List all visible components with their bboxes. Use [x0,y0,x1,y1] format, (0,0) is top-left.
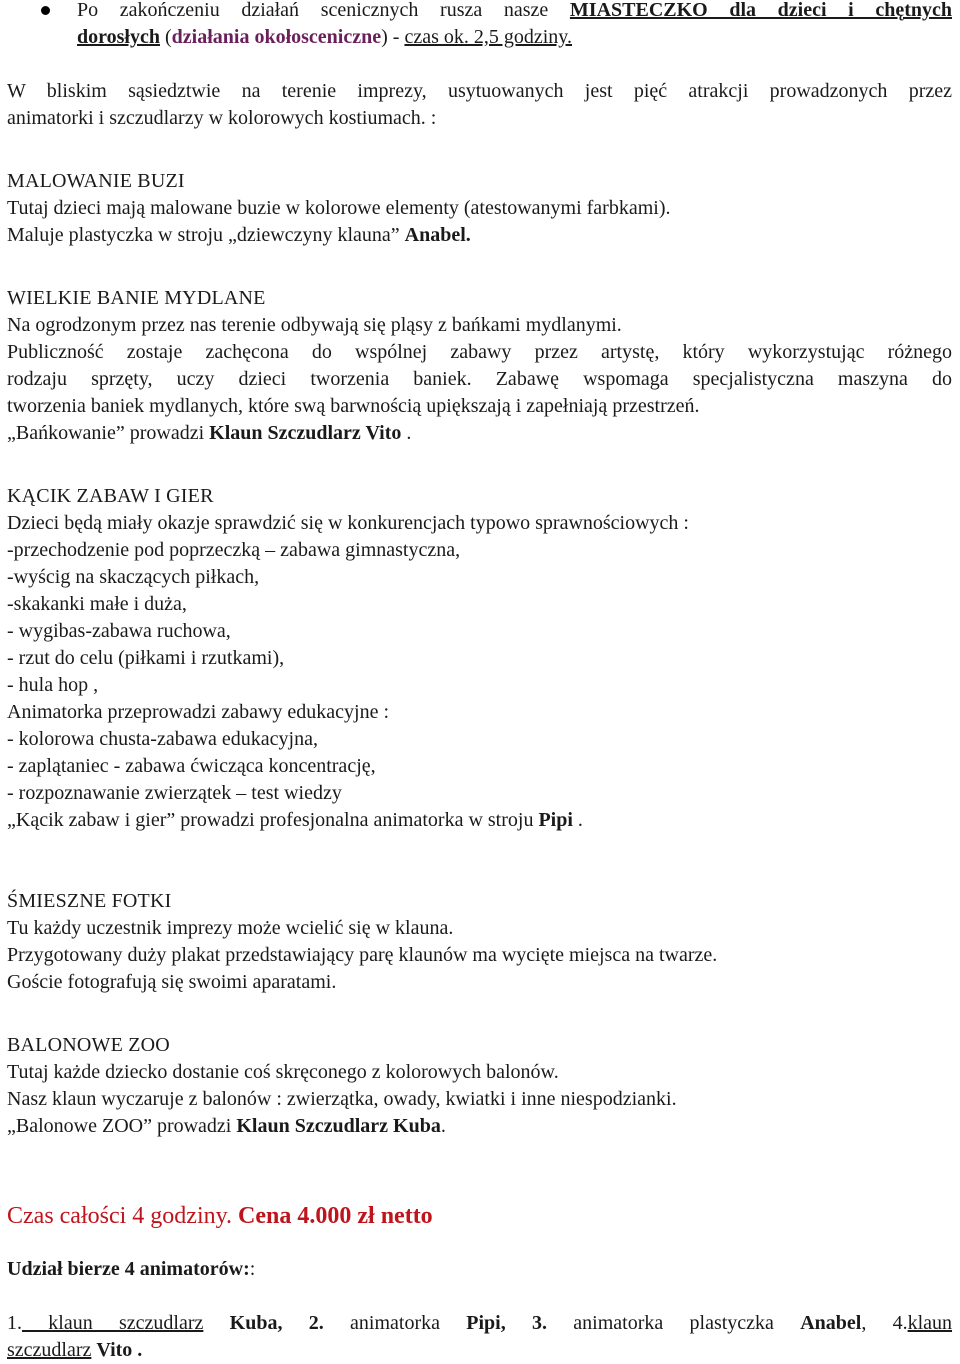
s5-line-3 [7,1113,952,1140]
intro-line-2 [77,24,952,51]
s4-line-3: Goście fotografują się swoimi aparatami. [7,971,337,993]
bullet-icon [41,6,50,15]
section-title-malowanie: MALOWANIE BUZI [7,170,185,192]
list-item: - zaplątaniec - zabawa ćwicząca koncentrację, [7,755,376,777]
animatorka-plastyczka-text: animatorka plastyczka [547,1312,801,1334]
animators-colon: : [249,1258,256,1280]
animators-heading [7,1256,952,1283]
price-line [7,1200,952,1232]
okolosceniczne-text: działania okołosceniczne [171,26,382,48]
s2-dot: . [401,422,412,444]
s5-dot: . [440,1115,446,1137]
list-item: - rozpoznawanie zwierzątek – test wiedzy [7,782,342,804]
paren-close: ) - [381,26,405,48]
list-item: -skakanki małe i duża, [7,593,187,615]
animators-text: Udział bierze 4 animatorów: [7,1258,250,1280]
s4-line-2: Przygotowany duży plakat przedstawiający parę klaunów ma wycięte miejsca na twarze. [7,944,718,966]
szczudlarz-link[interactable]: szczudlarz [7,1339,92,1361]
kuba-name: Kuba, [229,1312,283,1334]
s3-text: „Kącik zabaw i gier” prowadzi profesjonalna animatorka w stroju [7,809,539,831]
list-item: - hula hop , [7,674,99,696]
czas-link[interactable]: czas ok. 2,5 godziny. [404,26,572,48]
s2-line-5 [7,420,952,447]
animatorka-text: animatorka [323,1312,467,1334]
space [203,1312,229,1334]
anabel-name: Anabel. [404,224,471,246]
lead-line-2: animatorki i szczudlarzy w kolorowych kostiumach. : [7,107,437,129]
s5-line-1: Tutaj każde dziecko dostanie coś skręconego z kolorowych balonów. [7,1061,559,1083]
s5-text: „Balonowe ZOO” prowadzi [7,1115,237,1137]
animators-list-line-2 [7,1337,952,1364]
intro-line-1 [77,0,952,24]
s2-line-4: tworzenia baniek mydlanych, które swą barwnością upiększają i zapełniają przestrzeń. [7,395,700,417]
s3-line-3 [7,807,952,834]
klaun-szczudlarz-link[interactable]: klaun szczudlarz [22,1312,204,1334]
s3-dot: . [572,809,583,831]
s2-line-2: Publiczność zostaje zachęcona do wspólnej zabawy przez artystę, który wykorzystując różnego [7,341,952,363]
vito-name: Vito . [96,1339,143,1361]
anabel-name: Anabel [800,1312,862,1334]
num-4: , 4. [861,1312,908,1334]
pipi-name: Pipi, [466,1312,506,1334]
miasteczko-link[interactable]: MIASTECZKO dla dzieci i chętnych [569,0,952,21]
document-page [7,0,952,1364]
s5-line-2: Nasz klaun wyczaruje z balonów : zwierzątka, owady, kwiatki i inne niespodzianki. [7,1088,677,1110]
num-3: 3. [505,1312,547,1334]
section-title-fotki: ŚMIESZNE FOTKI [7,890,172,912]
section-title-banie: WIELKIE BANIE MYDLANE [7,287,266,309]
s3-line-2: Animatorka przeprowadzi zabawy edukacyjne : [7,701,390,723]
s4-line-1: Tu każdy uczestnik imprezy może wcielić się w klauna. [7,917,454,939]
list-item: - wygibas-zabawa ruchowa, [7,620,231,642]
s2-text: „Bańkowanie” prowadzi [7,422,210,444]
s1-line-2 [7,222,952,249]
paren-open: ( [159,26,172,48]
s1-line-1: Tutaj dzieci mają malowane buzie w kolorowe elementy (atestowanymi farbkami). [7,197,671,219]
list-item: - kolorowa chusta-zabawa edukacyjna, [7,728,318,750]
intro-text: Po zakończeniu działań scenicznych rusza nasze [77,0,570,21]
list-item: -wyścig na skaczących piłkach, [7,566,260,588]
pipi-name: Pipi [538,809,573,831]
intro-bullet [7,0,952,51]
s2-line-1: Na ogrodzonym przez nas terenie odbywają się pląsy z bańkami mydlanymi. [7,314,622,336]
list-item: -przechodzenie pod poprzeczką – zabawa gimnastyczna, [7,539,461,561]
num-2: 2. [282,1312,324,1334]
lead-line-1: W bliskim sąsiedztwie na terenie imprezy, usytuowanych jest pięć atrakcji prowadzonych przez [7,80,952,102]
s2-line-3: rodzaju sprzęty, uczy dzieci tworzenia baniek. Zabawę wspomaga specjalistyczna maszyna do [7,368,952,390]
klaun-link[interactable]: klaun [907,1312,953,1334]
kuba-name: Klaun Szczudlarz Kuba [236,1115,441,1137]
animators-list-line-1 [7,1310,952,1337]
section-title-balonowe: BALONOWE ZOO [7,1034,170,1056]
num-1: 1. [7,1312,22,1334]
vito-name: Klaun Szczudlarz Vito [209,422,402,444]
s1-text: Maluje plastyczka w stroju „dziewczyny klauna” [7,224,405,246]
time-text: Czas całości 4 godziny. [7,1203,239,1229]
dorosly-link[interactable]: dorosłych [77,26,160,48]
section-title-kacik: KĄCIK ZABAW I GIER [7,485,214,507]
price-text: Cena 4.000 zł netto [238,1203,433,1229]
s3-line-1: Dzieci będą miały okazje sprawdzić się w konkurencjach typowo sprawnościowych : [7,512,689,534]
list-item: - rzut do celu (piłkami i rzutkami), [7,647,285,669]
